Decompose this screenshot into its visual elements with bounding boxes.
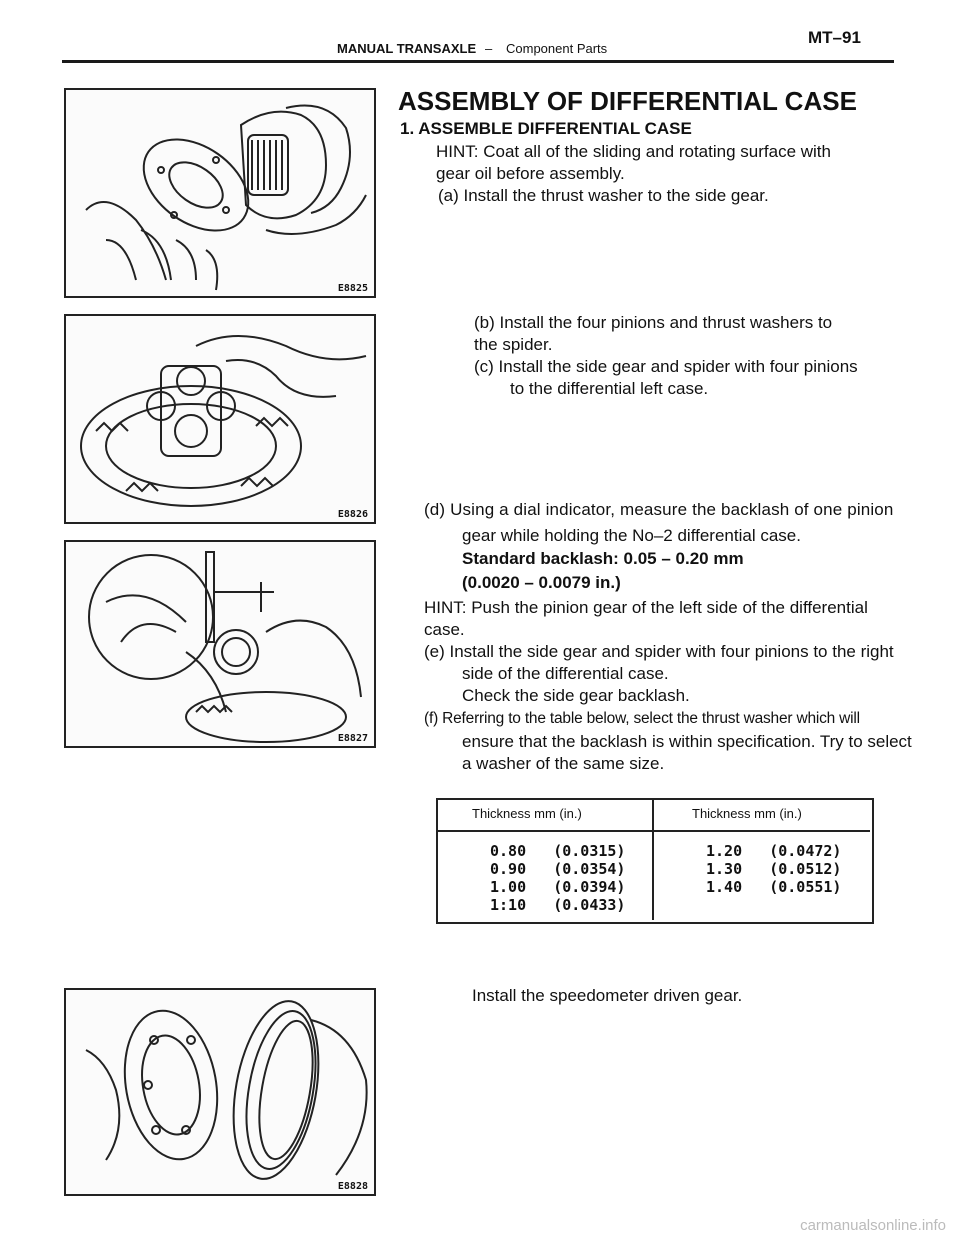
table-header-left: Thickness mm (in.) <box>472 806 582 821</box>
step-d-line-2: gear while holding the No–2 differential case. <box>462 526 801 545</box>
table-cell: 1.20 (0.0472) <box>706 842 842 860</box>
figure-code-2: E8826 <box>337 509 368 520</box>
step-f-line-1: (f) Referring to the table below, select the thrust washer which will <box>424 710 860 727</box>
figure-code-1: E8825 <box>337 283 368 294</box>
step-e-line-2: side of the differential case. <box>462 664 669 683</box>
step-f-line-2: ensure that the backlash is within specification. Try to select <box>462 732 912 751</box>
table-cell: 1.30 (0.0512) <box>706 860 842 878</box>
table-cell: 1.40 (0.0551) <box>706 878 842 896</box>
figure-thrust-washer <box>64 88 376 298</box>
header-section: MANUAL TRANSAXLE <box>337 41 477 56</box>
figure-thrust-washer-drawing <box>66 90 374 296</box>
watermark: carmanualsonline.info <box>800 1217 946 1234</box>
table-cell: 1.00 (0.0394) <box>490 878 626 896</box>
table-cell: 0.80 (0.0315) <box>490 842 626 860</box>
figure-dial-indicator <box>64 540 376 748</box>
figure-code-3: E8827 <box>337 733 368 744</box>
step-speedometer: Install the speedometer driven gear. <box>472 986 743 1005</box>
step-c-line-1: (c) Install the side gear and spider with four pinions <box>474 357 858 376</box>
header-subsection: Component Parts <box>506 41 608 56</box>
table-header-divider <box>438 830 870 832</box>
figure-dial-indicator-drawing <box>66 542 374 746</box>
step-b-line-2: the spider. <box>474 335 553 354</box>
step-e-line-3: Check the side gear backlash. <box>462 686 690 705</box>
hint-2-line-1: HINT: Push the pinion gear of the left side of the differential <box>424 598 868 617</box>
figure-code-4: E8828 <box>337 1181 368 1192</box>
figure-speedometer-gear <box>64 988 376 1196</box>
table-cell: 1:10 (0.0433) <box>490 896 626 914</box>
step-b-line-1: (b) Install the four pinions and thrust washers to <box>474 313 833 332</box>
page-title: ASSEMBLY OF DIFFERENTIAL CASE <box>398 86 857 116</box>
figure-pinions-spider-drawing <box>66 316 374 522</box>
page-number: MT–91 <box>808 28 861 47</box>
spec-backlash-mm: Standard backlash: 0.05 – 0.20 mm <box>462 549 744 568</box>
table-cell: 0.90 (0.0354) <box>490 860 626 878</box>
table-column-divider <box>652 800 654 920</box>
step-a: (a) Install the thrust washer to the side gear. <box>438 186 769 205</box>
spec-backlash-in: (0.0020 – 0.0079 in.) <box>462 573 621 592</box>
header-rule <box>62 60 894 63</box>
step-c-line-2: to the differential left case. <box>510 379 709 398</box>
step-d-line-1: (d) Using a dial indicator, measure the backlash of one pinion <box>424 500 894 519</box>
table-header-right: Thickness mm (in.) <box>692 806 802 821</box>
figure-pinions-spider <box>64 314 376 524</box>
thrust-washer-table <box>436 798 874 924</box>
hint-2-line-2: case. <box>424 620 465 639</box>
hint-1-line-1: HINT: Coat all of the sliding and rotating surface with <box>436 142 831 161</box>
step-f-line-3: a washer of the same size. <box>462 754 665 773</box>
figure-speedometer-gear-drawing <box>66 990 374 1194</box>
step-1-heading: 1. ASSEMBLE DIFFERENTIAL CASE <box>400 119 692 138</box>
header-dash: – <box>485 41 493 56</box>
step-e-line-1: (e) Install the side gear and spider with four pinions to the right <box>424 642 894 661</box>
hint-1-line-2: gear oil before assembly. <box>436 164 625 183</box>
